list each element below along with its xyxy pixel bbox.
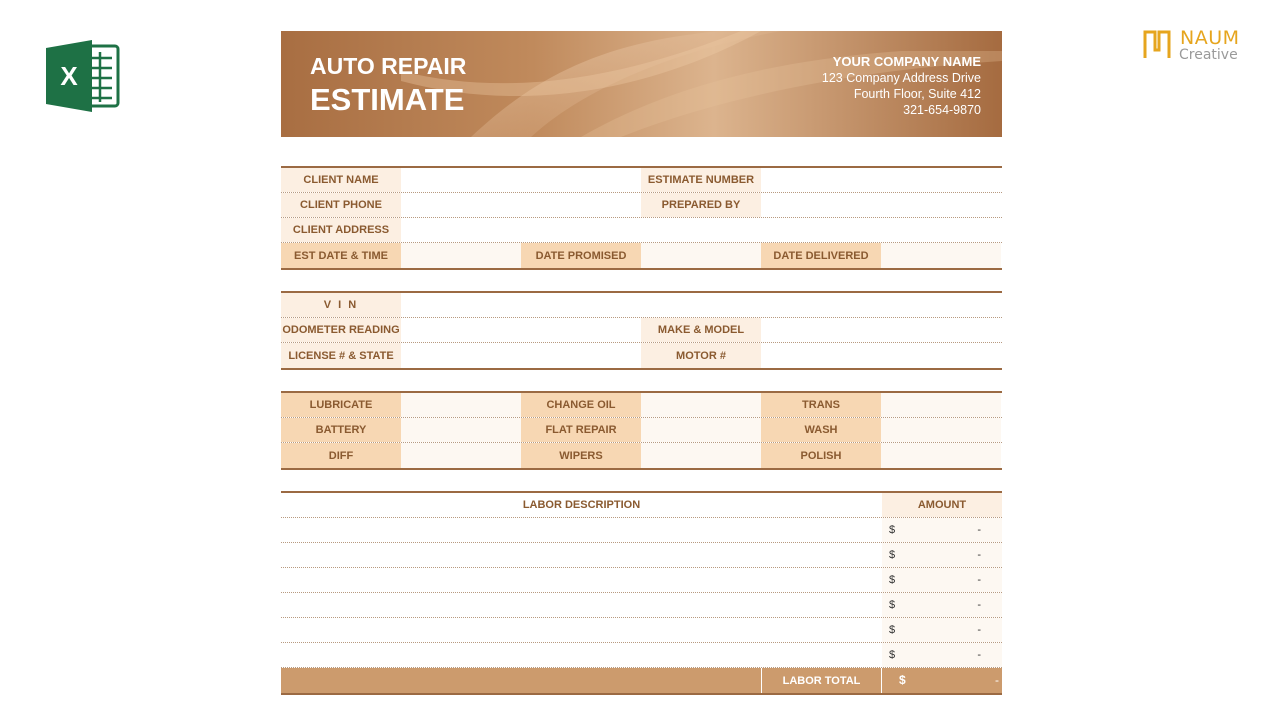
client-row	[281, 193, 1002, 218]
title-auto-repair: AUTO REPAIR	[310, 53, 467, 79]
labor-amount-field[interactable]	[882, 643, 1002, 667]
labor-row	[281, 618, 1002, 643]
labor-amount-currency: $	[889, 624, 896, 636]
flat-repair-field[interactable]	[641, 418, 761, 442]
labor-total-spacer	[281, 668, 762, 693]
services-row	[281, 443, 1002, 468]
client-name-label: CLIENT NAME	[281, 168, 401, 192]
license-label: LICENSE # & STATE	[281, 343, 401, 368]
labor-amount-value: -	[977, 574, 981, 586]
client-address-field[interactable]	[401, 218, 1002, 242]
client-phone-field[interactable]	[401, 193, 641, 217]
client-row	[281, 243, 1002, 268]
labor-section	[281, 491, 1002, 695]
client-name-field[interactable]	[401, 168, 641, 192]
vin-field[interactable]	[401, 293, 1002, 317]
change-oil-label: CHANGE OIL	[521, 393, 641, 417]
client-phone-label: CLIENT PHONE	[281, 193, 401, 217]
labor-description-field[interactable]	[281, 568, 882, 592]
company-address-line2: Fourth Floor, Suite 412	[853, 87, 981, 101]
license-field[interactable]	[401, 343, 641, 368]
naum-mark-icon	[1142, 28, 1172, 60]
vehicle-row	[281, 293, 1002, 318]
labor-amount-currency: $	[889, 524, 896, 536]
est-date-time-label: EST DATE & TIME	[281, 243, 401, 268]
labor-description-field[interactable]	[281, 518, 882, 542]
date-promised-field[interactable]	[641, 243, 761, 268]
vehicle-row	[281, 318, 1002, 343]
labor-description-field[interactable]	[281, 543, 882, 567]
labor-row	[281, 593, 1002, 618]
services-section	[281, 391, 1002, 470]
change-oil-field[interactable]	[641, 393, 761, 417]
date-delivered-label: DATE DELIVERED	[761, 243, 881, 268]
labor-description-field[interactable]	[281, 593, 882, 617]
title-estimate: ESTIMATE	[310, 82, 465, 117]
services-row	[281, 393, 1002, 418]
diff-field[interactable]	[401, 443, 521, 468]
est-date-time-field[interactable]	[401, 243, 521, 268]
labor-total-row	[281, 668, 1002, 693]
labor-amount-field[interactable]	[882, 618, 1002, 642]
labor-total-currency: $	[899, 673, 906, 687]
make-model-field[interactable]	[761, 318, 1001, 342]
motor-label: MOTOR #	[641, 343, 761, 368]
odometer-label: ODOMETER READING	[281, 318, 401, 342]
wash-field[interactable]	[881, 418, 1001, 442]
prepared-by-label: PREPARED BY	[641, 193, 761, 217]
estimate-number-label: ESTIMATE NUMBER	[641, 168, 761, 192]
labor-amount-currency: $	[889, 649, 896, 661]
prepared-by-field[interactable]	[761, 193, 1001, 217]
labor-amount-value: -	[977, 649, 981, 661]
vehicle-row	[281, 343, 1002, 368]
naum-subtitle: Creative	[1179, 47, 1238, 63]
client-row	[281, 168, 1002, 193]
wipers-label: WIPERS	[521, 443, 641, 468]
labor-row	[281, 643, 1002, 668]
vehicle-section	[281, 291, 1002, 370]
trans-label: TRANS	[761, 393, 881, 417]
naum-creative-logo	[1142, 28, 1252, 64]
labor-row	[281, 518, 1002, 543]
labor-amount-currency: $	[889, 599, 896, 611]
labor-description-header: LABOR DESCRIPTION	[281, 493, 882, 517]
labor-description-field[interactable]	[281, 618, 882, 642]
diff-label: DIFF	[281, 443, 401, 468]
battery-field[interactable]	[401, 418, 521, 442]
labor-total-value[interactable]	[882, 668, 1002, 693]
odometer-field[interactable]	[401, 318, 641, 342]
trans-field[interactable]	[881, 393, 1001, 417]
labor-description-field[interactable]	[281, 643, 882, 667]
estimate-sheet	[281, 31, 1002, 687]
wipers-field[interactable]	[641, 443, 761, 468]
polish-label: POLISH	[761, 443, 881, 468]
motor-field[interactable]	[761, 343, 1001, 368]
vin-label: V I N	[281, 293, 401, 317]
polish-field[interactable]	[881, 443, 1001, 468]
excel-icon	[46, 40, 120, 112]
labor-amount-value: -	[977, 524, 981, 536]
naum-wordmark: NAUM	[1180, 27, 1240, 49]
labor-row	[281, 568, 1002, 593]
labor-amount-field[interactable]	[882, 593, 1002, 617]
client-row	[281, 218, 1002, 243]
labor-total-amount: -	[995, 673, 999, 687]
labor-amount-value: -	[977, 549, 981, 561]
date-delivered-field[interactable]	[881, 243, 1001, 268]
services-row	[281, 418, 1002, 443]
lubricate-field[interactable]	[401, 393, 521, 417]
labor-total-label: LABOR TOTAL	[762, 668, 882, 693]
labor-amount-currency: $	[889, 549, 896, 561]
labor-rows	[281, 518, 1002, 668]
labor-amount-field[interactable]	[882, 568, 1002, 592]
labor-amount-field[interactable]	[882, 518, 1002, 542]
company-name: YOUR COMPANY NAME	[832, 54, 981, 69]
estimate-number-field[interactable]	[761, 168, 1001, 192]
labor-row	[281, 543, 1002, 568]
labor-header-row	[281, 493, 1002, 518]
company-phone: 321-654-9870	[903, 103, 981, 117]
make-model-label: MAKE & MODEL	[641, 318, 761, 342]
labor-amount-value: -	[977, 599, 981, 611]
amount-header: AMOUNT	[882, 493, 1002, 517]
flat-repair-label: FLAT REPAIR	[521, 418, 641, 442]
labor-amount-currency: $	[889, 574, 896, 586]
company-info	[822, 53, 981, 118]
date-promised-label: DATE PROMISED	[521, 243, 641, 268]
labor-amount-field[interactable]	[882, 543, 1002, 567]
header-banner	[281, 31, 1002, 137]
lubricate-label: LUBRICATE	[281, 393, 401, 417]
client-address-label: CLIENT ADDRESS	[281, 218, 401, 242]
company-address-line1: 123 Company Address Drive	[821, 71, 981, 85]
battery-label: BATTERY	[281, 418, 401, 442]
wash-label: WASH	[761, 418, 881, 442]
svg-text:X: X	[60, 61, 78, 91]
labor-amount-value: -	[977, 624, 981, 636]
client-section	[281, 166, 1002, 270]
